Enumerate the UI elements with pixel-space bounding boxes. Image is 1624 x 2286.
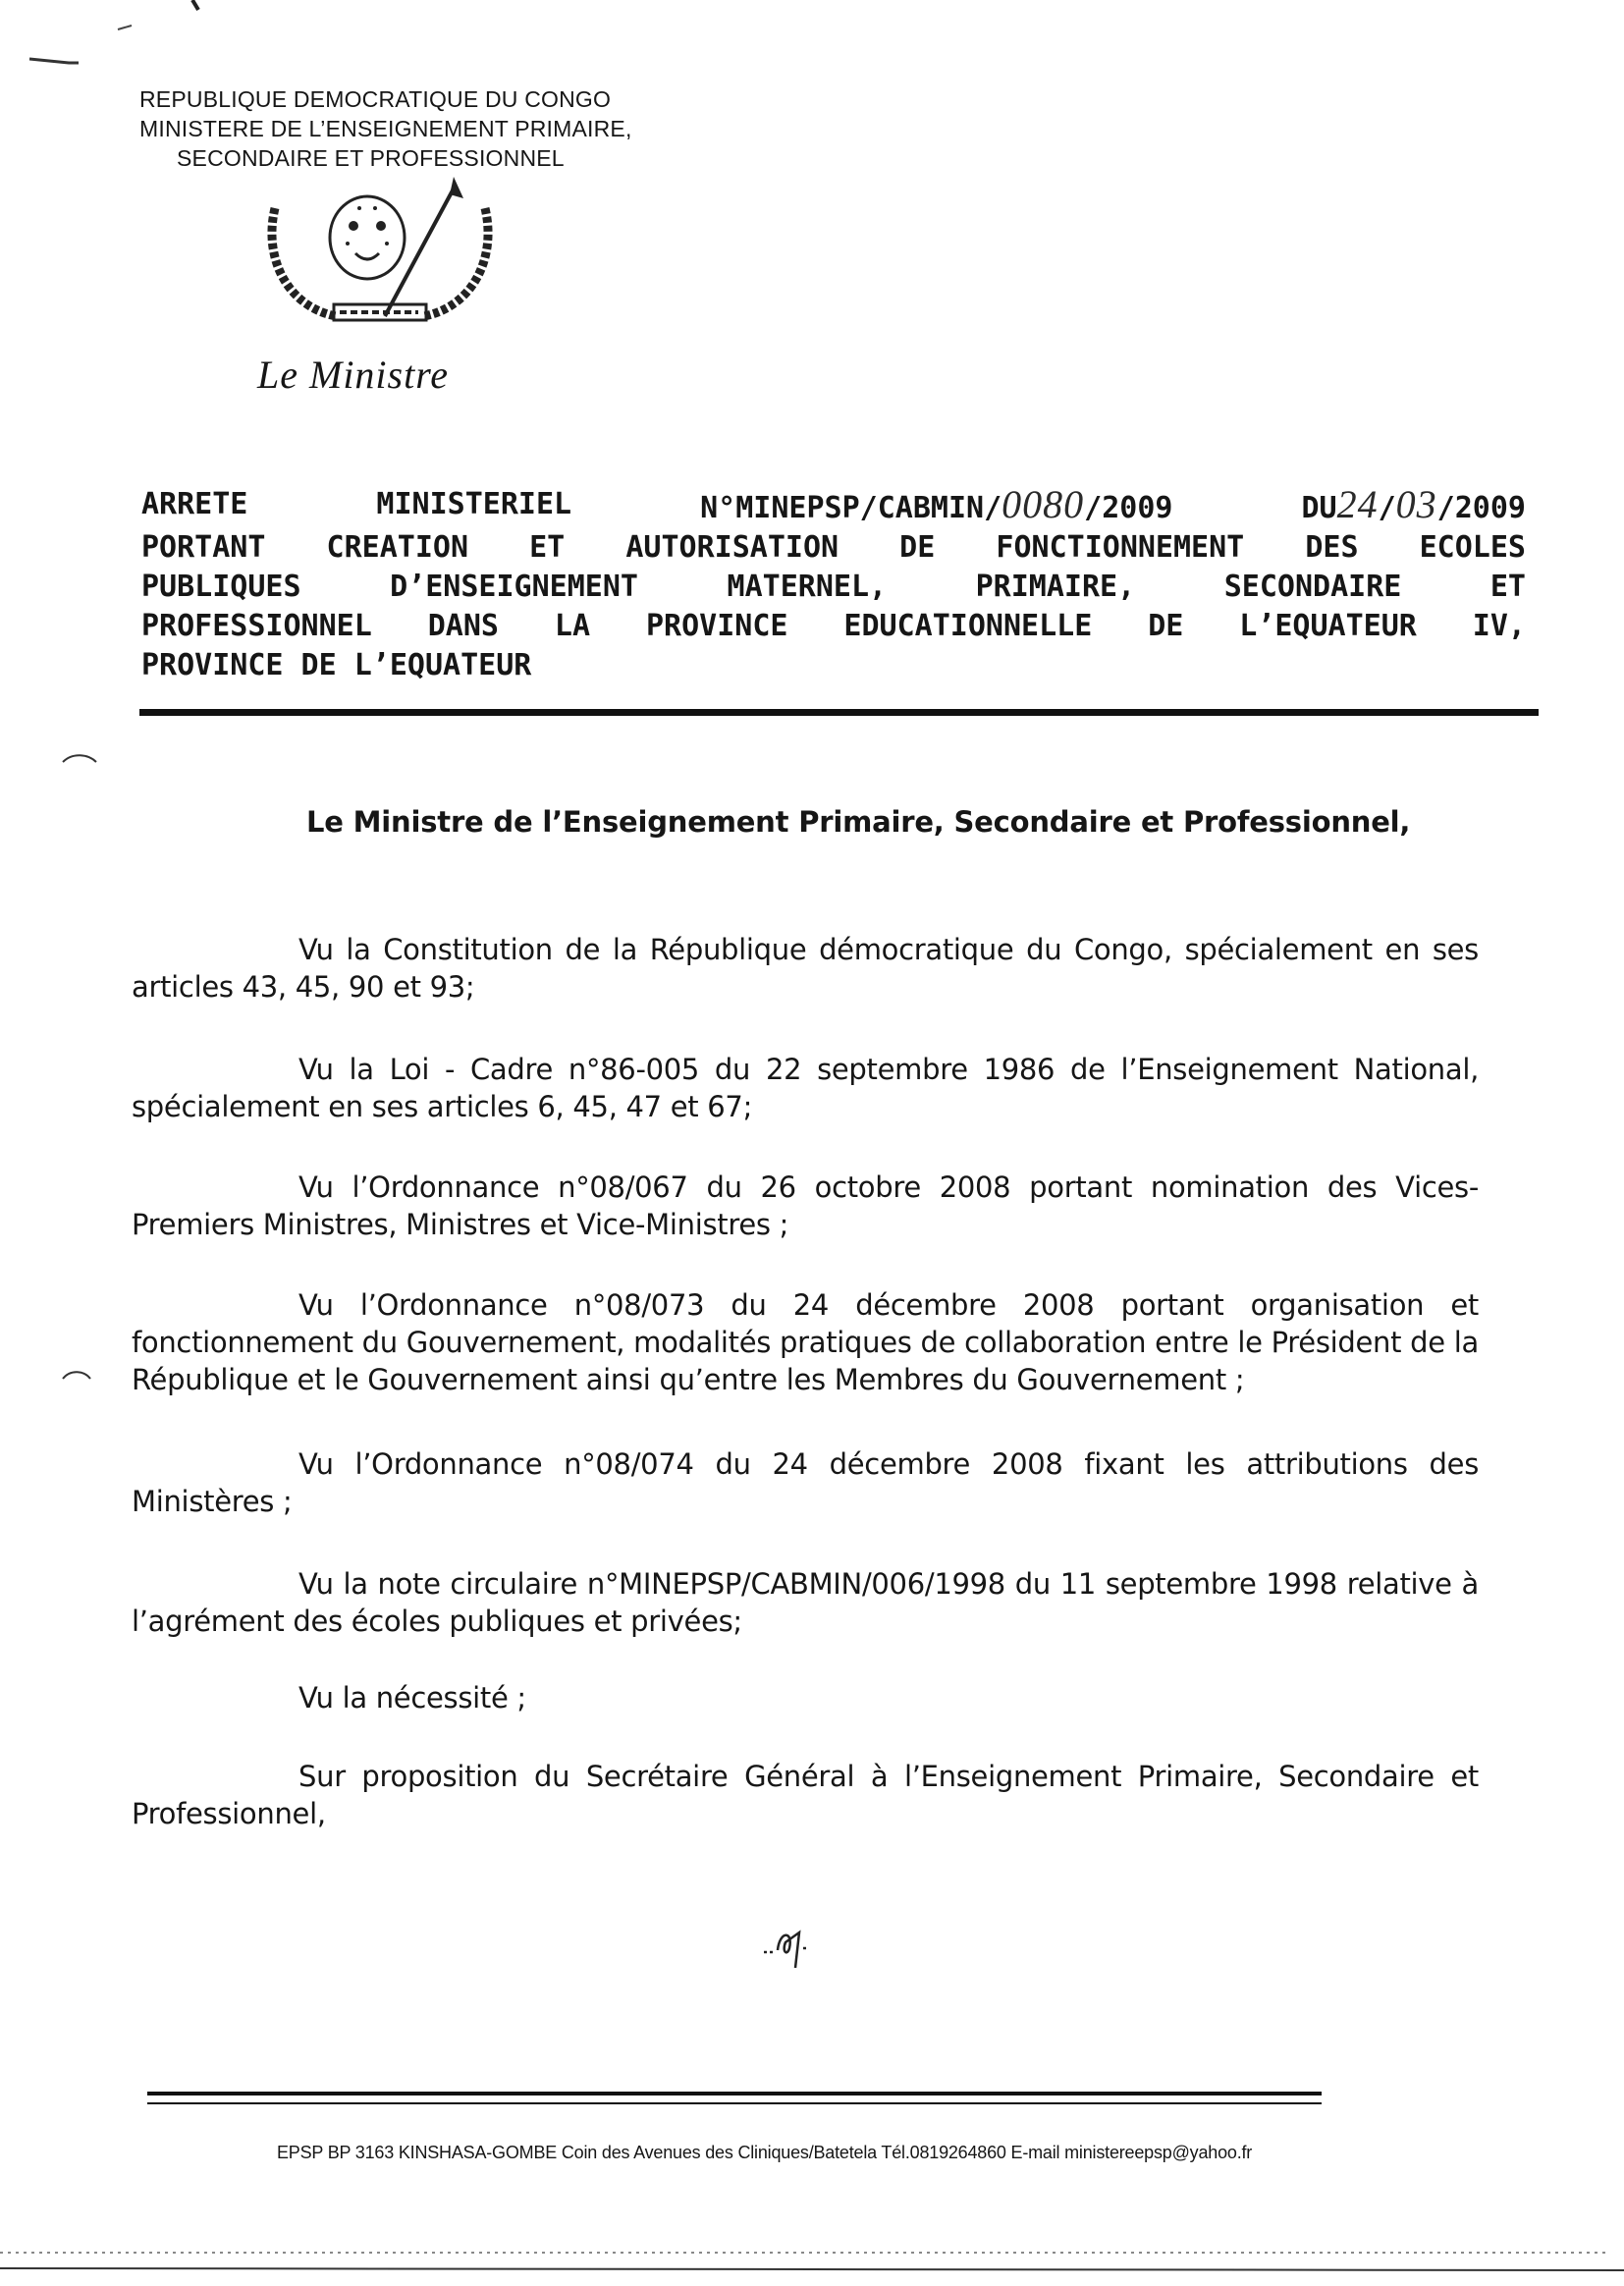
recital-paragraph: Vu l’Ordonnance n°08/067 du 26 octobre 2008 portant nomination des Vices-Premiers Ministres, Ministres et Vice-Ministres ; xyxy=(132,1170,1479,1241)
title-line-5: PROVINCE DE L’EQUATEUR xyxy=(141,648,532,682)
decree-title xyxy=(141,482,1526,685)
title-line-3 xyxy=(141,568,1526,607)
decree-date-suffix: /2009 xyxy=(1436,491,1526,525)
recital-paragraph: Vu la nécessité ; xyxy=(298,1681,526,1714)
recital-paragraph: Vu la Constitution de la République démocratique du Congo, spécialement en ses articles 43, 45, 90 et 93; xyxy=(132,933,1479,1004)
recital-paragraph: Vu l’Ordonnance n°08/074 du 24 décembre 2008 fixant les attributions des Ministères ; xyxy=(132,1447,1479,1518)
decree-number-line xyxy=(141,482,1526,528)
footer-divider-thick xyxy=(147,2092,1322,2096)
title-line-3-text: PUBLIQUES D’ENSEIGNEMENT MATERNEL, PRIMAIRE, SECONDAIRE ET xyxy=(141,570,1526,604)
recital-paragraph: Vu l’Ordonnance n°08/073 du 24 décembre 2008 portant organisation et fonctionnement du Gouvernement, modalités pratiques de collaboration entre le Président de la République et le Gouvernement ainsi qu’entre les Membres du Gouvernement ; xyxy=(132,1288,1479,1396)
footer-divider-thin xyxy=(147,2102,1322,2104)
decree-date-month: 03 xyxy=(1395,482,1437,526)
minister-heading: Le Ministre de l’Enseignement Primaire, Secondaire et Professionnel, xyxy=(306,805,1411,839)
recital-paragraph: Vu la note circulaire n°MINEPSP/CABMIN/006/1998 du 11 septembre 1998 relative à l’agrément des écoles publiques et privées; xyxy=(132,1567,1479,1638)
coat-of-arms-emblem xyxy=(257,169,503,336)
title-line-2 xyxy=(141,528,1526,568)
letterhead-ministry: MINISTERE DE L’ENSEIGNEMENT PRIMAIRE, xyxy=(139,116,632,141)
decree-number-prefix: N°MINEPSP/CABMIN/ xyxy=(700,491,1002,525)
decree-date-sep: / xyxy=(1378,491,1396,525)
recital-paragraph: Vu la Loi - Cadre n°86-005 du 22 septembre 1986 de l’Enseignement National, spécialement en ses articles 6, 45, 47 et 67; xyxy=(132,1053,1479,1123)
decree-number-suffix: /2009 xyxy=(1084,491,1173,525)
letterhead-country: REPUBLIQUE DEMOCRATIQUE DU CONGO xyxy=(139,86,612,112)
decree-date-day: 24 xyxy=(1336,482,1379,526)
title-divider xyxy=(139,709,1539,716)
handwritten-initials xyxy=(760,1919,829,1978)
decree-number-handwritten: 0080 xyxy=(1001,482,1085,526)
decree-number xyxy=(700,482,1173,528)
recital-paragraph: Sur proposition du Secrétaire Général à l’Enseignement Primaire, Secondaire et Professionnel, xyxy=(132,1760,1479,1830)
decree-date-prefix: DU xyxy=(1301,491,1337,525)
signature-title: Le Ministre xyxy=(257,353,450,397)
decree-date xyxy=(1301,482,1526,528)
title-line-4-text: PROFESSIONNEL DANS LA PROVINCE EDUCATIONNELLE DE L’EQUATEUR IV, xyxy=(141,609,1526,643)
letterhead xyxy=(139,84,689,173)
footer-address: EPSP BP 3163 KINSHASA-GOMBE Coin des Avenues des Cliniques/Batetela Tél.0819264860 E-mail ministereepsp@yahoo.fr xyxy=(277,2143,1253,2162)
title-line-2-text: PORTANT CREATION ET AUTORISATION DE FONCTIONNEMENT DES ECOLES xyxy=(141,530,1526,565)
title-line-4 xyxy=(141,607,1526,646)
title-word-ministeriel: MINISTERIEL xyxy=(376,487,572,521)
title-word-arrete: ARRETE xyxy=(141,487,248,521)
letterhead-ministry-cont: SECONDAIRE ET PROFESSIONNEL xyxy=(177,145,565,171)
